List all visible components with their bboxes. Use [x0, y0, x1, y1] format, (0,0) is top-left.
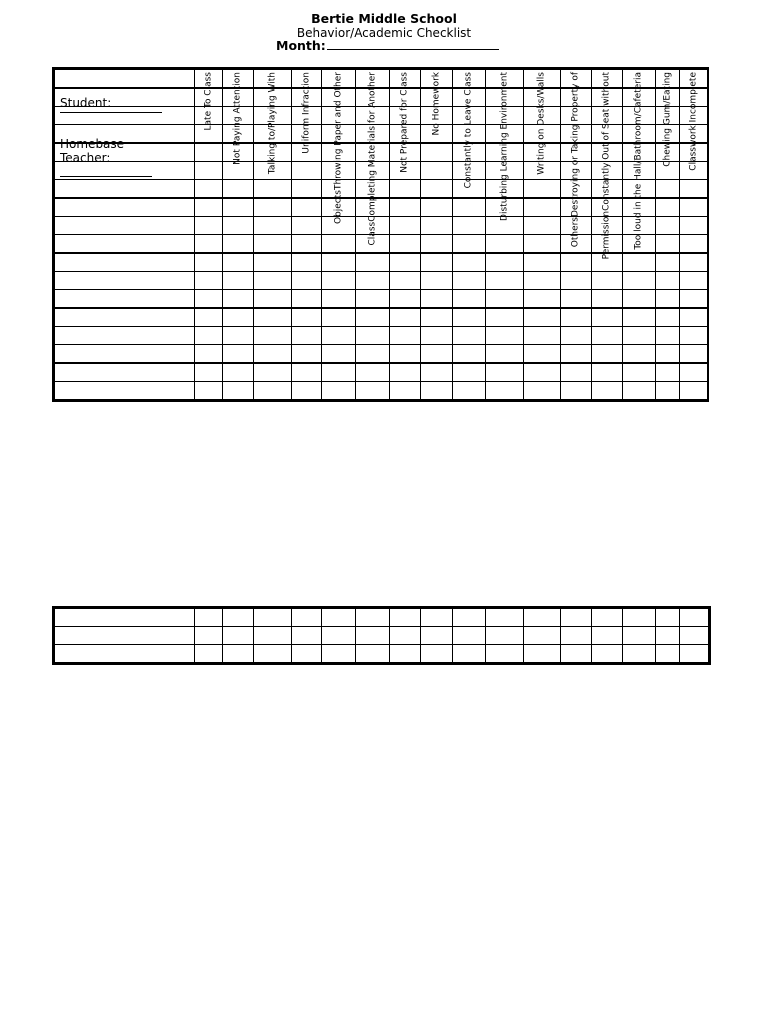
column-header-label: Talking to/Playing With	[267, 72, 277, 175]
checkbox-cell[interactable]	[390, 290, 421, 309]
checkbox-cell[interactable]	[195, 162, 223, 180]
checkbox-cell[interactable]	[524, 382, 561, 400]
checkbox-cell[interactable]	[322, 308, 356, 327]
checkbox-cell[interactable]	[656, 253, 680, 272]
checkbox-cell[interactable]	[561, 253, 592, 272]
column-header	[195, 70, 223, 131]
checkbox-cell[interactable]	[421, 609, 453, 627]
checkbox-cell[interactable]	[292, 290, 322, 309]
checkbox-cell[interactable]	[254, 290, 292, 309]
checkbox-cell[interactable]	[656, 217, 680, 235]
checkbox-cell[interactable]	[656, 627, 680, 645]
checkbox-cell[interactable]	[195, 180, 223, 199]
checkbox-cell[interactable]	[623, 345, 656, 364]
column-header	[421, 70, 453, 136]
checkbox-cell[interactable]	[195, 290, 223, 309]
checkbox-cell[interactable]	[623, 253, 656, 272]
student-name-cell[interactable]	[55, 290, 195, 309]
checkbox-cell[interactable]	[592, 363, 623, 382]
checkbox-cell[interactable]	[390, 217, 421, 235]
checkbox-cell[interactable]	[656, 363, 680, 382]
checkbox-cell[interactable]	[561, 308, 592, 327]
checkbox-cell[interactable]	[680, 217, 709, 235]
table-row	[55, 327, 709, 345]
checkbox-cell[interactable]	[195, 308, 223, 327]
student-name-cell[interactable]	[55, 272, 195, 290]
checkbox-cell[interactable]	[195, 627, 223, 645]
checkbox-cell[interactable]	[524, 272, 561, 290]
checkbox-cell[interactable]	[680, 290, 709, 309]
checkbox-cell[interactable]	[292, 180, 322, 199]
column-header-label: Too loud in the Hall/Bathroom/Cafeteria	[633, 72, 644, 250]
checkbox-cell[interactable]	[421, 363, 453, 382]
column-header-label: PermissionConstantly Out of Seat without	[601, 72, 612, 260]
student-name-cell[interactable]	[55, 609, 195, 627]
checklist-title: Behavior/Academic Checklist	[296, 26, 472, 40]
checkbox-cell[interactable]	[322, 382, 356, 400]
checkbox-cell[interactable]	[561, 290, 592, 309]
checkbox-cell[interactable]	[524, 308, 561, 327]
student-label: Student:	[60, 96, 112, 110]
checkbox-cell[interactable]	[680, 645, 709, 663]
checkbox-cell[interactable]	[254, 382, 292, 400]
checkbox-cell[interactable]	[486, 609, 524, 627]
checkbox-cell[interactable]	[623, 645, 656, 663]
checkbox-cell[interactable]	[421, 198, 453, 217]
checkbox-cell[interactable]	[421, 217, 453, 235]
checkbox-cell[interactable]	[623, 363, 656, 382]
column-header-label: No Homework	[431, 72, 441, 136]
checkbox-cell[interactable]	[292, 308, 322, 327]
checkbox-cell[interactable]	[592, 627, 623, 645]
checkbox-cell[interactable]	[223, 345, 254, 364]
checkbox-cell[interactable]	[421, 627, 453, 645]
checkbox-cell[interactable]	[390, 253, 421, 272]
month-field	[276, 38, 499, 53]
column-header	[322, 70, 356, 225]
checkbox-cell[interactable]	[486, 253, 524, 272]
checkbox-cell[interactable]	[356, 345, 390, 364]
column-header	[453, 70, 486, 189]
checkbox-cell[interactable]	[524, 180, 561, 199]
checkbox-cell[interactable]	[223, 217, 254, 235]
checkbox-cell[interactable]	[195, 217, 223, 235]
student-name-cell[interactable]	[55, 180, 195, 199]
checkbox-cell[interactable]	[292, 327, 322, 345]
checkbox-cell[interactable]	[680, 198, 709, 217]
checkbox-cell[interactable]	[680, 609, 709, 627]
checkbox-cell[interactable]	[453, 235, 486, 254]
checkbox-cell[interactable]	[195, 253, 223, 272]
checkbox-cell[interactable]	[524, 253, 561, 272]
checkbox-cell[interactable]	[656, 308, 680, 327]
checkbox-cell[interactable]	[223, 645, 254, 663]
student-blank-line	[60, 112, 162, 113]
checkbox-cell[interactable]	[421, 290, 453, 309]
table-row	[55, 609, 709, 627]
checkbox-cell[interactable]	[524, 345, 561, 364]
checkbox-cell[interactable]	[254, 272, 292, 290]
column-header	[561, 70, 592, 248]
checkbox-cell[interactable]	[486, 235, 524, 254]
checkbox-cell[interactable]	[322, 609, 356, 627]
checkbox-cell[interactable]	[195, 272, 223, 290]
checkbox-cell[interactable]	[254, 345, 292, 364]
student-name-cell[interactable]	[55, 627, 195, 645]
checkbox-cell[interactable]	[453, 308, 486, 327]
checkbox-cell[interactable]	[453, 382, 486, 400]
checkbox-cell[interactable]	[322, 363, 356, 382]
checklist-table-main	[52, 67, 709, 402]
checkbox-cell[interactable]	[680, 363, 709, 382]
checkbox-cell[interactable]	[356, 627, 390, 645]
student-name-cell[interactable]	[55, 363, 195, 382]
checkbox-cell[interactable]	[592, 272, 623, 290]
checkbox-cell[interactable]	[453, 363, 486, 382]
checkbox-cell[interactable]	[292, 627, 322, 645]
checkbox-cell[interactable]	[356, 645, 390, 663]
checkbox-cell[interactable]	[254, 627, 292, 645]
homebase-teacher-label: Homebase Teacher:	[60, 137, 125, 165]
checkbox-cell[interactable]	[561, 345, 592, 364]
checkbox-cell[interactable]	[592, 290, 623, 309]
student-info-cell	[55, 70, 195, 165]
checkbox-cell[interactable]	[592, 308, 623, 327]
checkbox-cell[interactable]	[292, 363, 322, 382]
checkbox-cell[interactable]	[195, 235, 223, 254]
checkbox-cell[interactable]	[453, 198, 486, 217]
checkbox-cell[interactable]	[254, 198, 292, 217]
checkbox-cell[interactable]	[592, 382, 623, 400]
checkbox-cell[interactable]	[390, 609, 421, 627]
checkbox-cell[interactable]	[195, 645, 223, 663]
checkbox-cell[interactable]	[524, 217, 561, 235]
column-header-label: ObjectsThrowing Paper and Other	[333, 72, 343, 225]
column-header-label: Constantly to Leave Class	[463, 72, 474, 189]
column-header	[390, 70, 421, 173]
checkbox-cell[interactable]	[453, 327, 486, 345]
column-header-label: Not Paying Attention	[232, 72, 243, 165]
checkbox-cell[interactable]	[453, 609, 486, 627]
table-row	[55, 382, 709, 400]
student-name-cell[interactable]	[55, 235, 195, 254]
checkbox-cell[interactable]	[623, 272, 656, 290]
checkbox-cell[interactable]	[254, 327, 292, 345]
checkbox-cell[interactable]	[390, 363, 421, 382]
column-header	[486, 70, 524, 221]
checkbox-cell[interactable]	[421, 382, 453, 400]
column-header	[292, 70, 322, 154]
checkbox-cell[interactable]	[656, 345, 680, 364]
student-name-cell[interactable]	[55, 198, 195, 217]
student-name-cell[interactable]	[55, 327, 195, 345]
checkbox-cell[interactable]	[195, 345, 223, 364]
checkbox-cell[interactable]	[356, 290, 390, 309]
table-row	[55, 645, 709, 663]
checkbox-cell[interactable]	[356, 382, 390, 400]
checkbox-cell[interactable]	[390, 308, 421, 327]
checkbox-cell[interactable]	[680, 345, 709, 364]
column-header-label: Uniform Infraction	[301, 72, 311, 154]
checkbox-cell[interactable]	[592, 327, 623, 345]
checkbox-cell[interactable]	[623, 327, 656, 345]
student-name-cell[interactable]	[55, 382, 195, 400]
checkbox-cell[interactable]	[561, 609, 592, 627]
checkbox-cell[interactable]	[656, 235, 680, 254]
student-name-cell[interactable]	[55, 253, 195, 272]
checkbox-cell[interactable]	[680, 308, 709, 327]
column-header-label: Late To Class	[203, 72, 213, 131]
checkbox-cell[interactable]	[254, 645, 292, 663]
checkbox-cell[interactable]	[356, 272, 390, 290]
checkbox-cell[interactable]	[254, 217, 292, 235]
checkbox-cell[interactable]	[322, 235, 356, 254]
checkbox-cell[interactable]	[453, 253, 486, 272]
checkbox-cell[interactable]	[561, 272, 592, 290]
checkbox-cell[interactable]	[486, 290, 524, 309]
checkbox-cell[interactable]	[524, 327, 561, 345]
checkbox-cell[interactable]	[524, 198, 561, 217]
month-label: Month:	[276, 38, 326, 53]
month-blank-line	[327, 38, 499, 50]
checkbox-cell[interactable]	[254, 308, 292, 327]
checkbox-cell[interactable]	[656, 198, 680, 217]
checkbox-cell[interactable]	[390, 272, 421, 290]
header-row	[55, 70, 709, 89]
checkbox-cell[interactable]	[486, 645, 524, 663]
checkbox-cell[interactable]	[680, 180, 709, 199]
checkbox-cell[interactable]	[486, 327, 524, 345]
column-header	[356, 70, 390, 246]
column-header	[623, 70, 656, 250]
column-header-label: Disturbing Learning Environment	[499, 72, 509, 221]
table-row	[55, 272, 709, 290]
checkbox-cell[interactable]	[322, 253, 356, 272]
column-header-label: ClassCompleting Materials for Another	[367, 72, 377, 246]
checkbox-cell[interactable]	[421, 180, 453, 199]
checkbox-cell[interactable]	[223, 327, 254, 345]
checkbox-cell[interactable]	[322, 345, 356, 364]
column-header	[223, 70, 254, 165]
checkbox-cell[interactable]	[223, 290, 254, 309]
table-row	[55, 345, 709, 364]
checkbox-cell[interactable]	[656, 382, 680, 400]
checkbox-cell[interactable]	[592, 645, 623, 663]
checkbox-cell[interactable]	[561, 382, 592, 400]
checkbox-cell[interactable]	[356, 363, 390, 382]
column-header-label: Classwork Incomplete	[688, 72, 699, 171]
checkbox-cell[interactable]	[524, 235, 561, 254]
checkbox-cell[interactable]	[223, 272, 254, 290]
checkbox-cell[interactable]	[223, 308, 254, 327]
table-row	[55, 363, 709, 382]
table-row	[55, 290, 709, 309]
checkbox-cell[interactable]	[592, 345, 623, 364]
column-header	[656, 70, 680, 167]
checkbox-cell[interactable]	[322, 645, 356, 663]
checkbox-cell[interactable]	[195, 382, 223, 400]
checkbox-cell[interactable]	[453, 627, 486, 645]
checkbox-cell[interactable]	[292, 645, 322, 663]
checkbox-cell[interactable]	[421, 253, 453, 272]
checkbox-cell[interactable]	[656, 290, 680, 309]
checkbox-cell[interactable]	[421, 645, 453, 663]
checkbox-cell[interactable]	[223, 198, 254, 217]
checkbox-cell[interactable]	[421, 162, 453, 180]
checkbox-cell[interactable]	[254, 253, 292, 272]
checkbox-cell[interactable]	[292, 217, 322, 235]
checkbox-cell[interactable]	[486, 272, 524, 290]
checkbox-cell[interactable]	[524, 363, 561, 382]
column-header	[680, 70, 709, 171]
checkbox-cell[interactable]	[561, 645, 592, 663]
checkbox-cell[interactable]	[486, 363, 524, 382]
checkbox-cell[interactable]	[195, 198, 223, 217]
checkbox-cell[interactable]	[195, 363, 223, 382]
checkbox-cell[interactable]	[195, 143, 223, 162]
checkbox-cell[interactable]	[390, 235, 421, 254]
checkbox-cell[interactable]	[656, 272, 680, 290]
checklist-table-secondary	[52, 606, 711, 665]
checkbox-cell[interactable]	[680, 327, 709, 345]
checkbox-cell[interactable]	[322, 272, 356, 290]
checkbox-cell[interactable]	[356, 253, 390, 272]
checkbox-cell[interactable]	[453, 345, 486, 364]
checkbox-cell[interactable]	[356, 609, 390, 627]
checkbox-cell[interactable]	[322, 327, 356, 345]
checkbox-cell[interactable]	[453, 272, 486, 290]
checkbox-cell[interactable]	[390, 382, 421, 400]
checkbox-cell[interactable]	[390, 180, 421, 199]
checkbox-cell[interactable]	[524, 290, 561, 309]
checkbox-cell[interactable]	[524, 609, 561, 627]
checkbox-cell[interactable]	[223, 253, 254, 272]
checkbox-cell[interactable]	[390, 198, 421, 217]
checkbox-cell[interactable]	[292, 235, 322, 254]
checkbox-cell[interactable]	[254, 235, 292, 254]
checkbox-cell[interactable]	[421, 308, 453, 327]
checkbox-cell[interactable]	[486, 345, 524, 364]
checkbox-cell[interactable]	[390, 345, 421, 364]
checkbox-cell[interactable]	[254, 363, 292, 382]
checkbox-cell[interactable]	[524, 645, 561, 663]
column-header	[524, 70, 561, 175]
student-name-cell[interactable]	[55, 217, 195, 235]
checkbox-cell[interactable]	[254, 609, 292, 627]
column-header-label: Not Prepared for Class	[399, 72, 410, 173]
student-name-cell[interactable]	[55, 345, 195, 364]
checkbox-cell[interactable]	[292, 198, 322, 217]
checkbox-cell[interactable]	[223, 235, 254, 254]
checkbox-cell[interactable]	[254, 180, 292, 199]
checkbox-cell[interactable]	[656, 180, 680, 199]
checkbox-cell[interactable]	[356, 327, 390, 345]
checkbox-cell[interactable]	[195, 327, 223, 345]
checkbox-cell[interactable]	[390, 645, 421, 663]
column-header-label: Chewing Gum/Eating	[662, 72, 672, 167]
checkbox-cell[interactable]	[623, 609, 656, 627]
checkbox-cell[interactable]	[623, 382, 656, 400]
checkbox-cell[interactable]	[390, 627, 421, 645]
checkbox-cell[interactable]	[292, 609, 322, 627]
checkbox-cell[interactable]	[680, 382, 709, 400]
checkbox-cell[interactable]	[680, 253, 709, 272]
checkbox-cell[interactable]	[223, 363, 254, 382]
table-row	[55, 308, 709, 327]
checkbox-cell[interactable]	[486, 382, 524, 400]
checkbox-cell[interactable]	[322, 290, 356, 309]
column-header-label: OthersDestroying or Taking Property of	[570, 72, 581, 248]
checkbox-cell[interactable]	[680, 272, 709, 290]
student-name-cell[interactable]	[55, 308, 195, 327]
student-name-cell[interactable]	[55, 645, 195, 663]
table-row	[55, 627, 709, 645]
checkbox-cell[interactable]	[656, 609, 680, 627]
checkbox-cell[interactable]	[453, 290, 486, 309]
checkbox-cell[interactable]	[486, 308, 524, 327]
checkbox-cell[interactable]	[223, 627, 254, 645]
checkbox-cell[interactable]	[356, 308, 390, 327]
checkbox-cell[interactable]	[561, 363, 592, 382]
column-header	[254, 70, 292, 175]
checkbox-cell[interactable]	[390, 327, 421, 345]
checkbox-cell[interactable]	[592, 609, 623, 627]
checkbox-cell[interactable]	[680, 235, 709, 254]
checkbox-cell[interactable]	[292, 253, 322, 272]
checkbox-cell[interactable]	[195, 609, 223, 627]
column-header-label: Writing on Desks/Walls	[536, 72, 547, 175]
checkbox-cell[interactable]	[292, 162, 322, 180]
checkbox-cell[interactable]	[421, 143, 453, 162]
checkbox-cell[interactable]	[656, 327, 680, 345]
checkbox-cell[interactable]	[292, 345, 322, 364]
checkbox-cell[interactable]	[453, 645, 486, 663]
checkbox-cell[interactable]	[453, 217, 486, 235]
checkbox-cell[interactable]	[421, 327, 453, 345]
checkbox-cell[interactable]	[486, 627, 524, 645]
checkbox-cell[interactable]	[561, 327, 592, 345]
checkbox-cell[interactable]	[292, 272, 322, 290]
checkbox-cell[interactable]	[623, 308, 656, 327]
column-header	[592, 70, 623, 260]
checkbox-cell[interactable]	[623, 627, 656, 645]
checkbox-cell[interactable]	[421, 272, 453, 290]
teacher-blank-line	[60, 176, 152, 177]
checkbox-cell[interactable]	[680, 627, 709, 645]
checkbox-cell[interactable]	[623, 290, 656, 309]
checkbox-cell[interactable]	[656, 645, 680, 663]
checkbox-cell[interactable]	[322, 627, 356, 645]
checkbox-cell[interactable]	[421, 235, 453, 254]
checkbox-cell[interactable]	[524, 627, 561, 645]
school-name: Bertie Middle School	[311, 11, 457, 26]
checkbox-cell[interactable]	[223, 382, 254, 400]
checkbox-cell[interactable]	[223, 180, 254, 199]
checkbox-cell[interactable]	[223, 609, 254, 627]
checkbox-cell[interactable]	[421, 345, 453, 364]
checkbox-cell[interactable]	[292, 382, 322, 400]
checkbox-cell[interactable]	[561, 627, 592, 645]
